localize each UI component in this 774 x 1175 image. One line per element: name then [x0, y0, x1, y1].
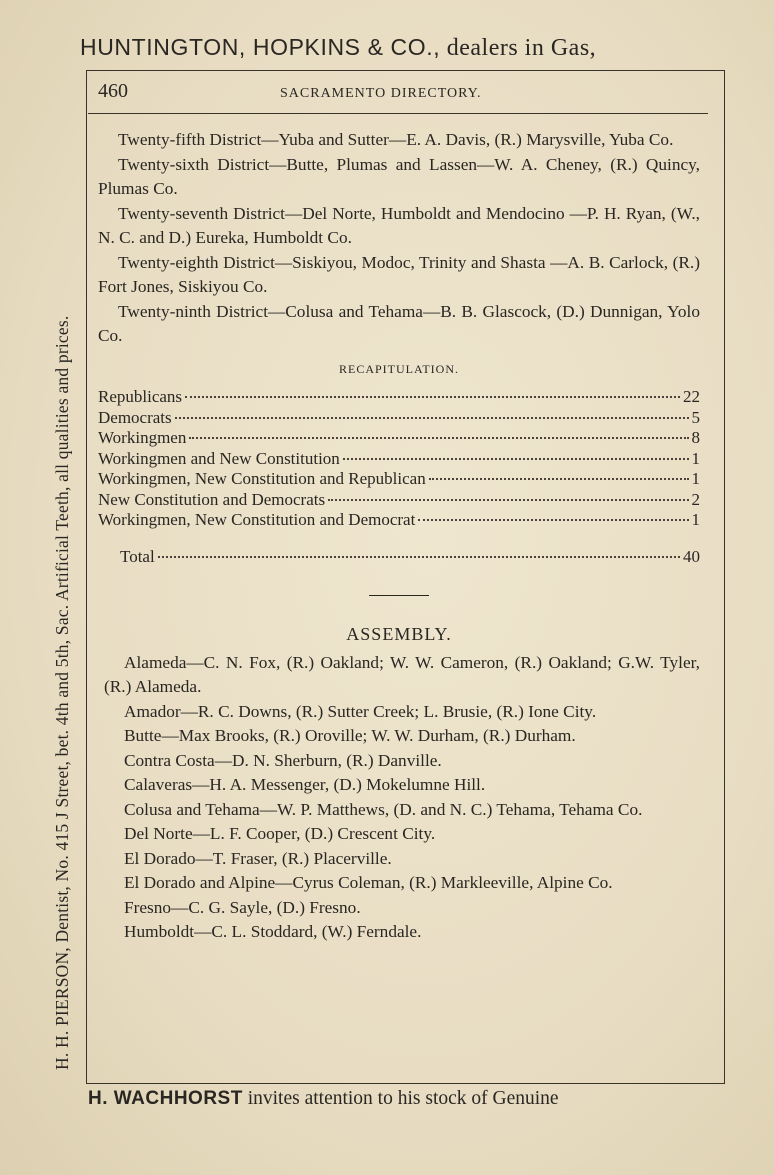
- recap-value: 1: [691, 448, 700, 468]
- dot-leader: [175, 417, 689, 419]
- dot-leader: [328, 499, 688, 501]
- header-rule: [88, 113, 708, 114]
- senate-entries: [98, 128, 700, 349]
- assembly-entry: Humboldt—C. L. Stoddard, (W.) Ferndale.: [124, 922, 422, 941]
- recap-row: [98, 490, 700, 511]
- recap-row: [98, 428, 700, 449]
- assembly-entry: Calaveras—H. A. Messenger, (D.) Mokelumne Hill.: [124, 775, 486, 794]
- banner-text: invites attention to his stock of Genuine: [242, 1088, 559, 1109]
- recap-value: 22: [683, 387, 700, 406]
- section-divider: [369, 595, 429, 596]
- assembly-entry: Colusa and Tehama—W. P. Matthews, (D. and N. C.) Tehama, Tehama Co.: [124, 799, 643, 819]
- dot-leader: [418, 519, 688, 521]
- recap-value: 1: [691, 469, 700, 488]
- recap-label: Workingmen, New Constitution and Republican: [98, 469, 426, 488]
- assembly-entry: Alameda—C. N. Fox, (R.) Oakland; W. W. Cameron, (R.) Oakland; G.W. Tyler, (R.) Alameda.: [104, 652, 700, 696]
- recap-label: Workingmen: [98, 428, 187, 447]
- recap-value: 5: [691, 407, 700, 427]
- senate-entry: Twenty-fifth District—Yuba and Sutter—E. A. Davis, (R.) Marysville, Yuba Co.: [118, 130, 674, 149]
- main-content: [98, 128, 700, 945]
- page-number: 460: [98, 80, 128, 102]
- recap-value: 2: [691, 489, 700, 509]
- senate-entry: Twenty-sixth District—Butte, Plumas and Lassen—W. A. Cheney, (R.) Quincy, Plumas Co.: [98, 154, 700, 198]
- assembly-entry: Del Norte—L. F. Cooper, (D.) Crescent City.: [124, 824, 436, 843]
- recap-label: Workingmen, New Constitution and Democrat: [98, 510, 416, 529]
- banner-text: dealers in Gas,: [440, 35, 597, 61]
- recap-label: Democrats: [98, 407, 172, 427]
- recapitulation-title: RECAPITULATION.: [339, 361, 459, 376]
- assembly-entry: El Dorado—T. Fraser, (R.) Placerville.: [124, 848, 392, 868]
- total-value: 40: [683, 546, 700, 566]
- dot-leader: [158, 556, 680, 558]
- recap-total-row: [98, 547, 700, 568]
- recapitulation-table: [98, 387, 700, 567]
- recap-row: [98, 469, 700, 490]
- assembly-title: ASSEMBLY.: [346, 624, 452, 644]
- banner-merchant-name: H. WACHHORST: [88, 1088, 243, 1109]
- dot-leader: [189, 437, 688, 439]
- total-label: Total: [120, 546, 155, 566]
- assembly-entry: Contra Costa—D. N. Sherburn, (R.) Danville.: [124, 750, 442, 770]
- senate-entry: Twenty-seventh District—Del Norte, Humboldt and Mendocino —P. H. Ryan, (W., N. C. and D.) Eureka, Humboldt Co.: [98, 203, 700, 247]
- recap-label: Republicans: [98, 387, 183, 406]
- recap-row: [98, 387, 700, 408]
- recap-label: Workingmen and New Constitution: [98, 448, 340, 468]
- recap-value: 1: [691, 510, 700, 529]
- top-advertisement-banner: [80, 34, 730, 62]
- dot-leader: [429, 478, 689, 480]
- assembly-entry: Fresno—C. G. Sayle, (D.) Fresno.: [124, 897, 361, 917]
- dot-leader: [185, 396, 680, 398]
- recap-row: [98, 449, 700, 470]
- bottom-advertisement-banner: [88, 1088, 738, 1110]
- assembly-entry: Amador—R. C. Downs, (R.) Sutter Creek; L. Brusie, (R.) Ione City.: [124, 701, 597, 721]
- banner-firm-name: HUNTINGTON, HOPKINS & CO.,: [80, 34, 441, 60]
- assembly-entry: Butte—Max Brooks, (R.) Oroville; W. W. Durham, (R.) Durham.: [124, 726, 576, 745]
- side-advertisement: H. H. PIERSON, Dentist, No. 415 J Street, bet. 4th and 5th, Sac. Artificial Teeth, all qualities and prices.: [52, 315, 72, 1070]
- senate-entry: Twenty-eighth District—Siskiyou, Modoc, Trinity and Shasta —A. B. Carlock, (R.) Fort Jones, Siskiyou Co.: [98, 252, 700, 296]
- page-header: [96, 80, 706, 108]
- recap-value: 8: [691, 428, 700, 447]
- running-head: SACRAMENTO DIRECTORY.: [280, 86, 482, 101]
- recap-row: [98, 408, 700, 429]
- recap-label: New Constitution and Democrats: [98, 489, 326, 509]
- recap-row: [98, 510, 700, 531]
- dot-leader: [343, 458, 689, 460]
- senate-entry: Twenty-ninth District—Colusa and Tehama—B. B. Glascock, (D.) Dunnigan, Yolo Co.: [98, 301, 700, 345]
- assembly-entries: [98, 651, 700, 945]
- assembly-entry: El Dorado and Alpine—Cyrus Coleman, (R.) Markleeville, Alpine Co.: [124, 873, 613, 892]
